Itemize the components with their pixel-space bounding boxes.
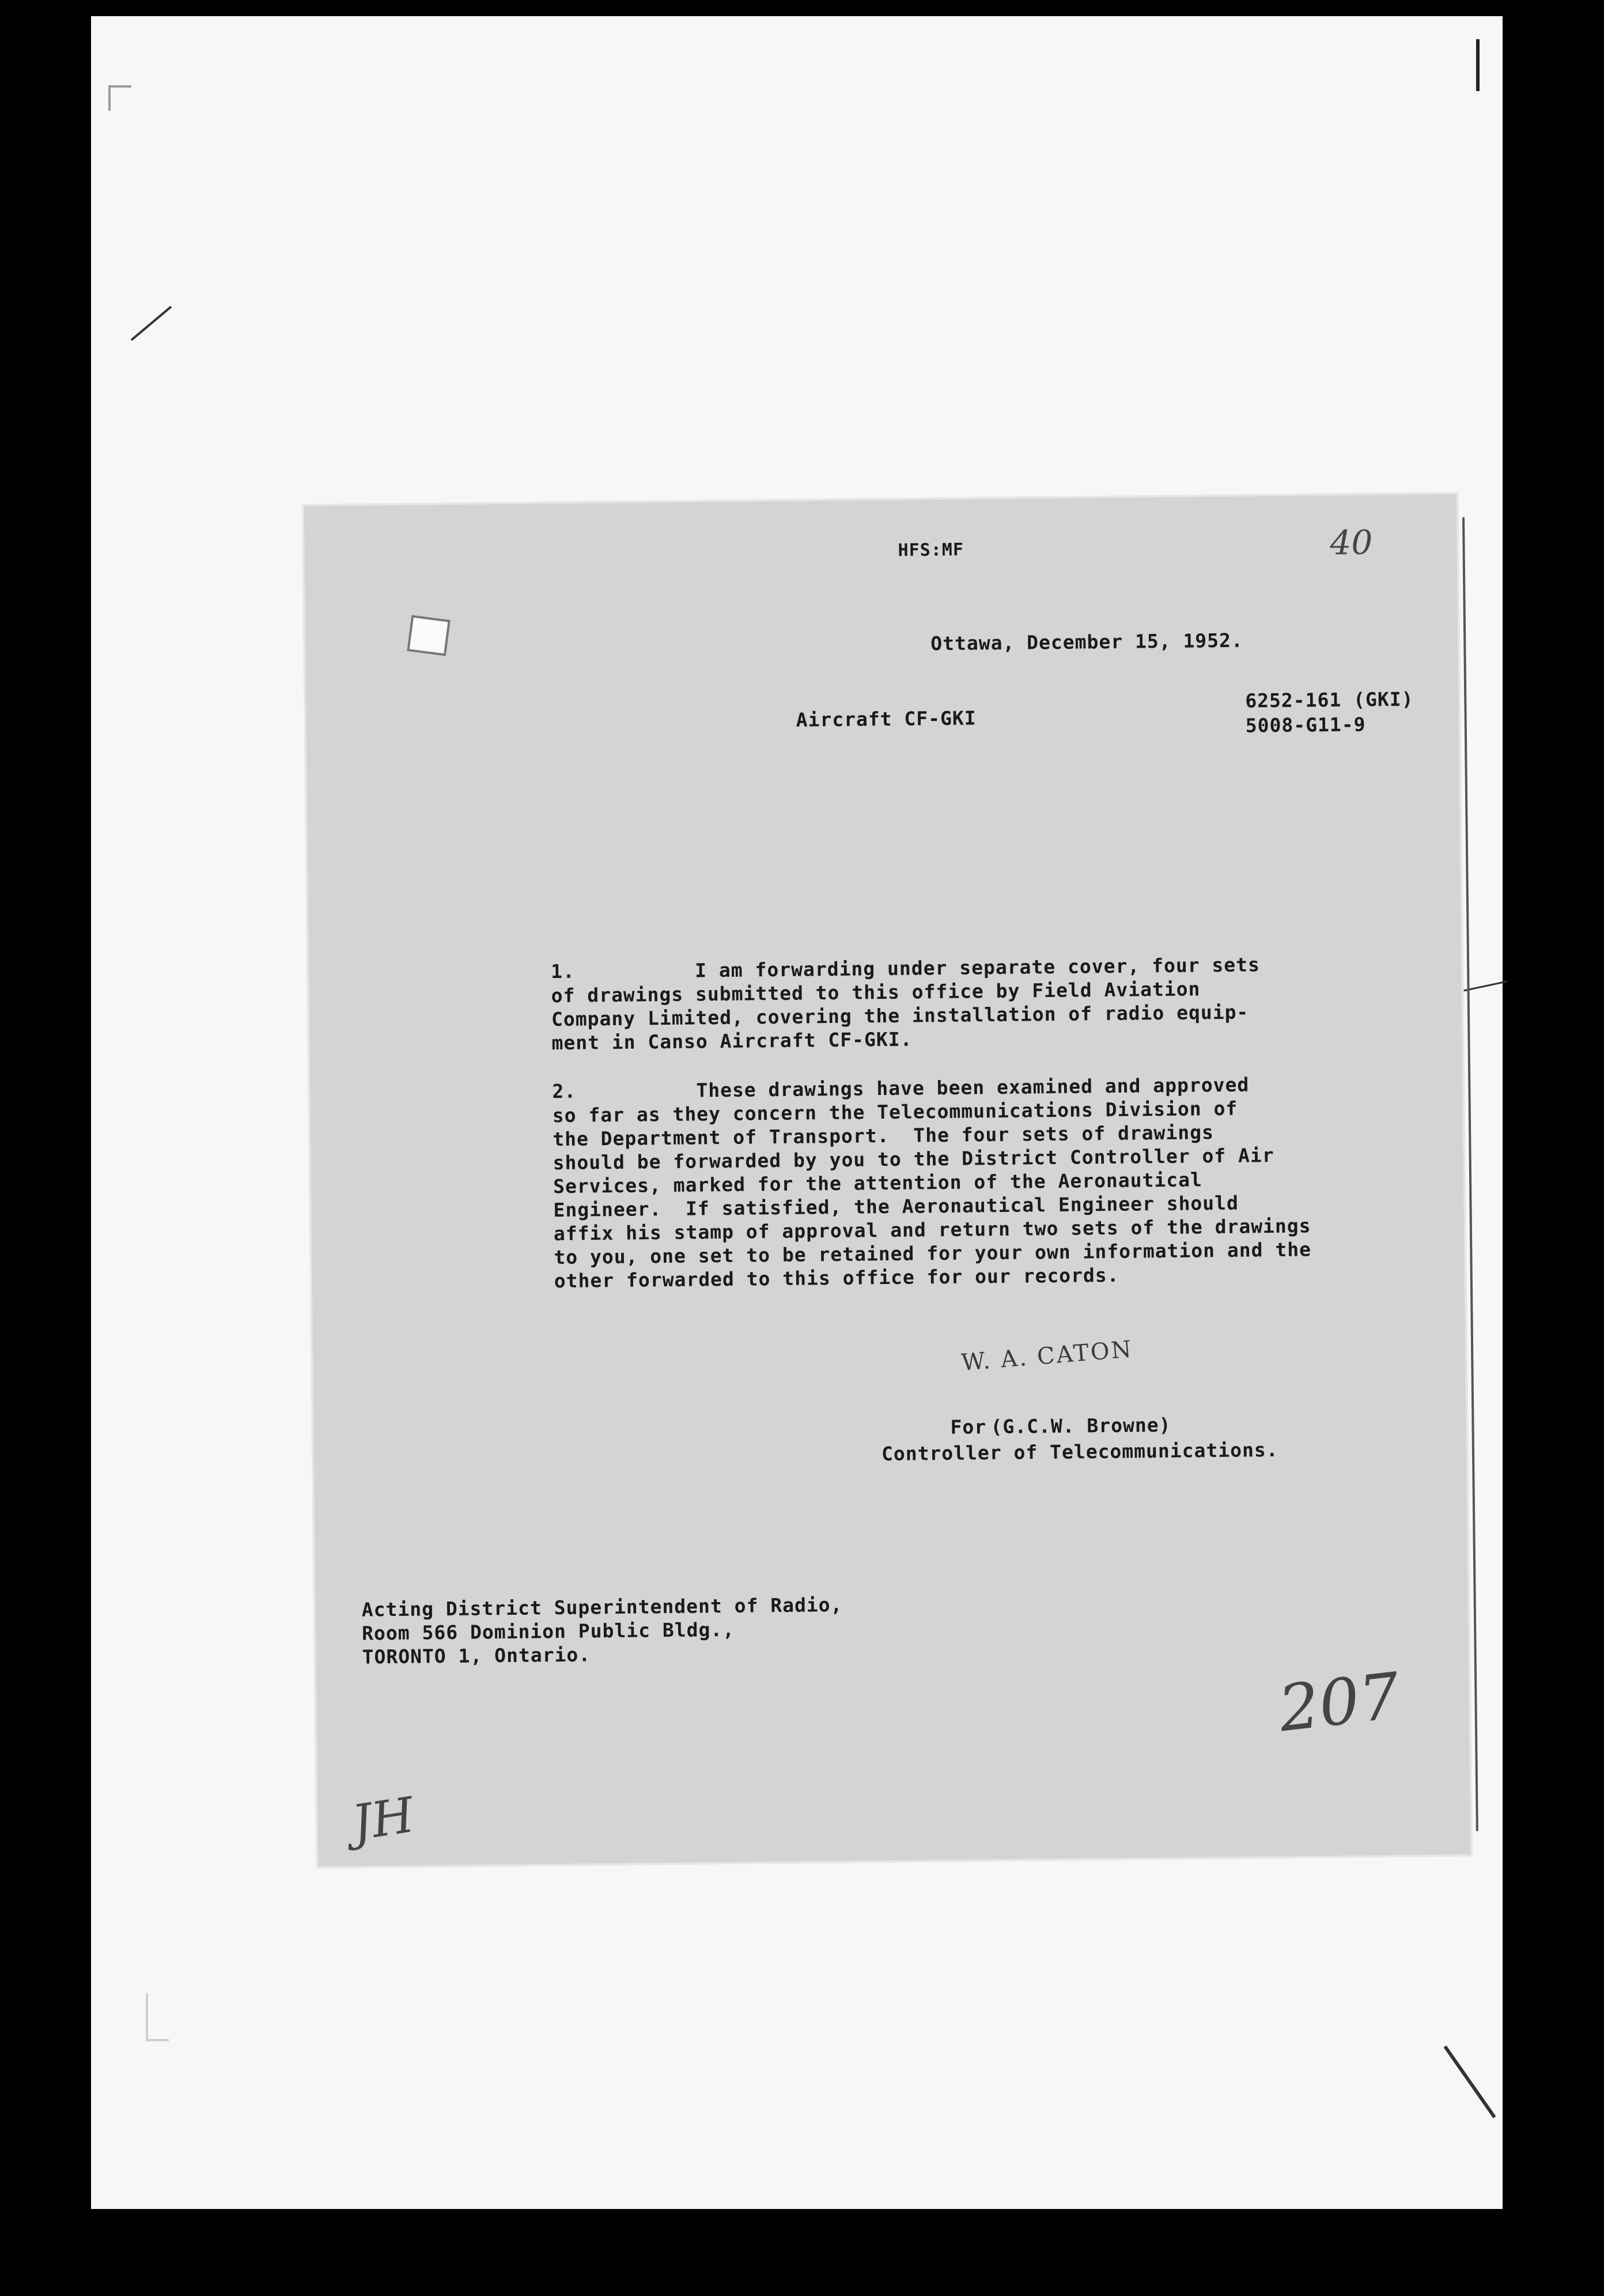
paragraph-line: Company Limited, covering the installation of radio equip- xyxy=(551,1000,1249,1031)
signature-stamp: W. A. CATON xyxy=(960,1336,1134,1377)
frame-corner-mark xyxy=(108,85,131,111)
paragraph-line: affix his stamp of approval and return two sets of the drawings xyxy=(553,1214,1311,1245)
scratch-mark xyxy=(1444,2045,1496,2118)
paragraph-line: other forwarded to this office for our records. xyxy=(554,1263,1119,1293)
letter-page xyxy=(304,494,1471,1867)
paragraph-line: should be forwarded by you to the District Controller of Air xyxy=(553,1143,1274,1175)
addressee-line: TORONTO 1, Ontario. xyxy=(362,1643,591,1668)
signatory-title: Controller of Telecommunications. xyxy=(881,1438,1278,1466)
paragraph-2 xyxy=(552,1072,1311,1293)
addressee-line: Room 566 Dominion Public Bldg., xyxy=(361,1618,735,1645)
paragraph-line: to you, one set to be retained for your own information and the xyxy=(554,1238,1312,1269)
reference-initials: HFS:MF xyxy=(898,539,964,561)
addressee-line: Acting District Superintendent of Radio, xyxy=(361,1593,843,1621)
paragraph-line: ment in Canso Aircraft CF-GKI. xyxy=(551,1028,913,1055)
scratch-mark xyxy=(131,306,172,341)
handwritten-mark: 207 xyxy=(1274,1659,1404,1746)
signature-for: For xyxy=(950,1415,987,1438)
paragraph-line: of drawings submitted to this office by Field Aviation xyxy=(551,977,1201,1007)
paragraph-line: Engineer. If satisfied, the Aeronautical Engineer should xyxy=(553,1191,1239,1222)
addressee-block xyxy=(362,1593,843,1669)
paragraph-line: I am forwarding under separate cover, four sets xyxy=(694,953,1261,982)
paragraph-1-number: 1. xyxy=(550,960,576,983)
file-number-1: 6252-161 (GKI) xyxy=(1245,688,1414,712)
handwritten-initials: JH xyxy=(348,1786,418,1852)
handwritten-page-number: 40 xyxy=(1330,523,1373,562)
frame-corner-mark xyxy=(146,1993,169,2041)
paper-clip-mark xyxy=(407,615,451,656)
subject-line: Aircraft CF-GKI xyxy=(796,707,977,731)
paragraph-line: These drawings have been examined and approved xyxy=(696,1073,1250,1102)
paragraph-1 xyxy=(551,953,1261,1055)
place-date: Ottawa, December 15, 1952. xyxy=(930,629,1243,655)
paragraph-2-number: 2. xyxy=(552,1079,577,1103)
paragraph-line: so far as they concern the Telecommunications Division of xyxy=(552,1097,1238,1127)
frame-edge-mark xyxy=(1476,39,1480,91)
signatory-name: (G.C.W. Browne) xyxy=(990,1413,1171,1438)
paragraph-line: Services, marked for the attention of the Aeronautical xyxy=(553,1168,1203,1198)
paragraph-line: the Department of Transport. The four sets of drawings xyxy=(553,1121,1215,1151)
file-number-2: 5008-G11-9 xyxy=(1245,713,1366,737)
